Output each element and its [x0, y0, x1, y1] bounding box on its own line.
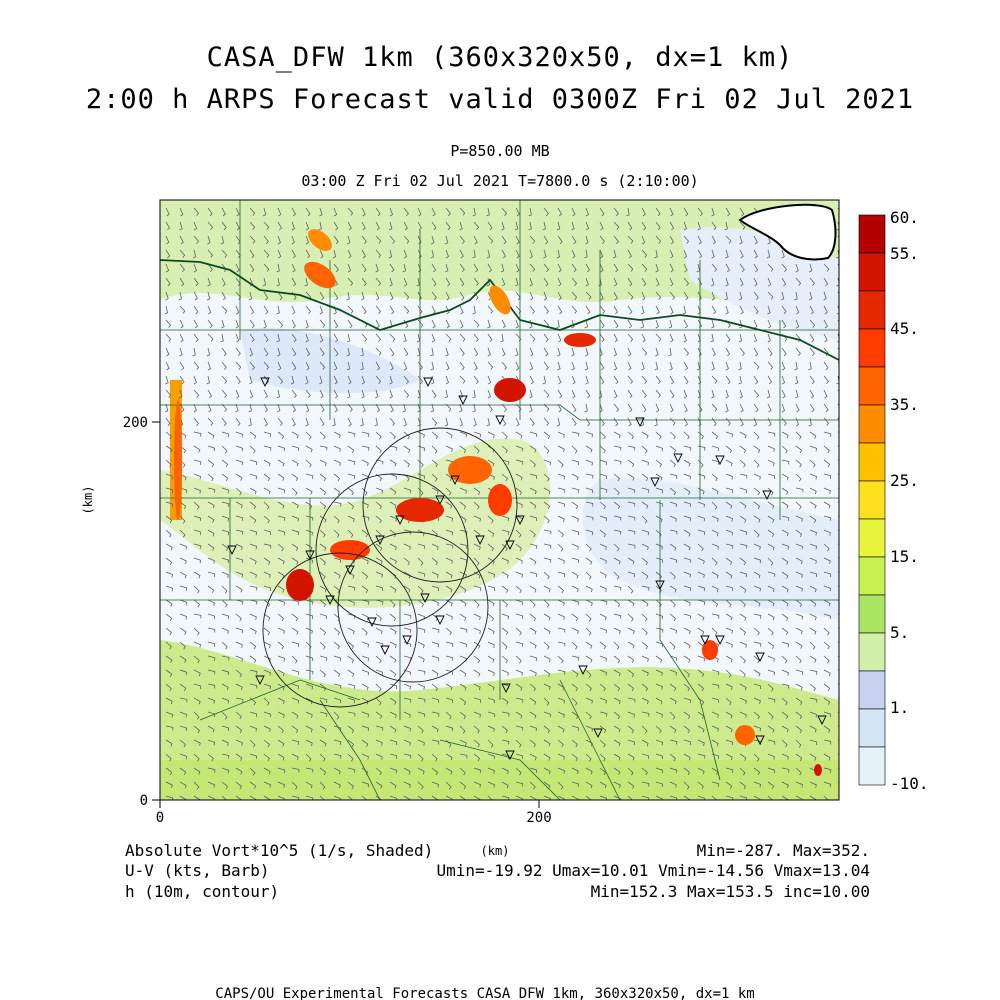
- colorbar-swatch: [859, 481, 885, 519]
- colorbar-label: 25.: [890, 471, 919, 490]
- colorbar-label: 35.: [890, 395, 919, 414]
- field-label-height: h (10m, contour): [125, 882, 280, 901]
- colorbar-label: 15.: [890, 547, 919, 566]
- vorticity-minmax: Min=-287. Max=352.: [696, 841, 870, 860]
- colorbar-swatch: [859, 519, 885, 557]
- x-tick-label-200: 200: [526, 810, 552, 826]
- colorbar-swatch: [859, 747, 885, 785]
- x-tick-label-0: 0: [155, 810, 165, 826]
- field-label-vorticity: Absolute Vort*10^5 (1/s, Shaded): [125, 841, 434, 860]
- colorbar-swatch: [859, 291, 885, 329]
- colorbar-label: 1.: [890, 698, 910, 717]
- colorbar-swatch: [859, 595, 885, 633]
- pressure-level-label: P=850.00 MB: [450, 142, 550, 160]
- colorbar-swatch: [859, 633, 885, 671]
- colorbar-label: -10.: [890, 774, 929, 793]
- plot-title-line1: CASA_DFW 1km (360x320x50, dx=1 km): [206, 42, 794, 73]
- colorbar-swatch: [859, 329, 885, 367]
- colorbar-labels: [890, 208, 929, 793]
- footer-credit: CAPS/OU Experimental Forecasts CASA DFW 1km, 360x320x50, dx=1 km: [215, 986, 755, 1000]
- colorbar-swatch: [859, 709, 885, 747]
- colorbar-swatch: [859, 443, 885, 481]
- colorbar-label: 55.: [890, 244, 919, 263]
- colorbar-label: 60.: [890, 208, 919, 227]
- colorbar-swatch: [859, 405, 885, 443]
- y-tick-label-0: 0: [139, 793, 148, 809]
- valid-time-label: 03:00 Z Fri 02 Jul 2021 T=7800.0 s (2:10:00): [301, 172, 699, 190]
- y-axis-label: (km): [81, 485, 95, 515]
- x-axis-label: (km): [480, 844, 510, 858]
- colorbar-swatch: [859, 367, 885, 405]
- colorbar-label: 5.: [890, 623, 910, 642]
- wind-minmax: Umin=-19.92 Umax=10.01 Vmin=-14.56 Vmax=13.04: [436, 861, 870, 880]
- colorbar-swatch: [859, 557, 885, 595]
- colorbar-swatch: [859, 215, 885, 253]
- colorbar: [859, 215, 885, 785]
- plot-title-line2: 2:00 h ARPS Forecast valid 0300Z Fri 02 Jul 2021: [85, 84, 915, 115]
- colorbar-swatch: [859, 253, 885, 291]
- colorbar-swatch: [859, 671, 885, 709]
- field-label-wind: U-V (kts, Barb): [125, 861, 270, 880]
- y-tick-label-200: 200: [122, 415, 148, 431]
- height-minmax: Min=152.3 Max=153.5 inc=10.00: [590, 882, 870, 901]
- map-panel: [160, 200, 845, 803]
- colorbar-label: 45.: [890, 319, 919, 338]
